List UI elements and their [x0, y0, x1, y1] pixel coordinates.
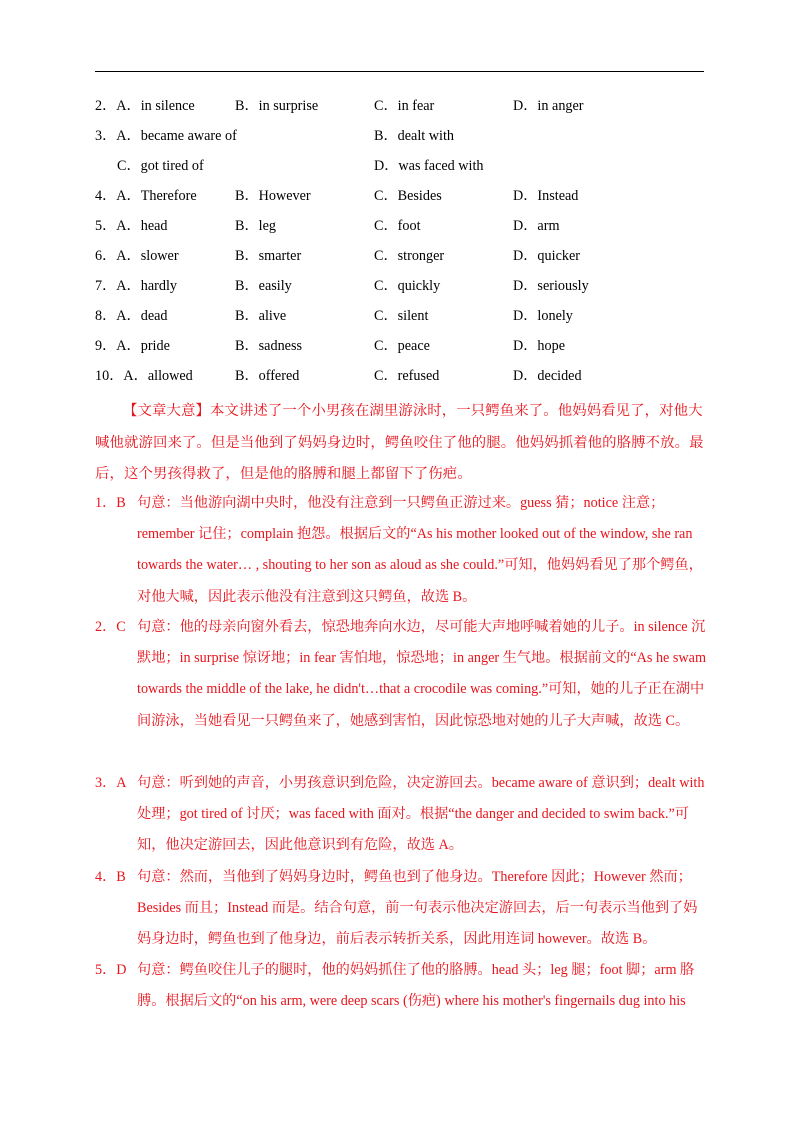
- answer-3: [95, 768, 707, 862]
- option-a: A．allowed: [123, 368, 193, 384]
- option-row-5: [95, 216, 168, 236]
- answer-explanation: 句意：他的母亲向窗外看去，惊恐地奔向水边，尽可能大声地呼喊着她的儿子。in silence 沉默地；in surprise 惊讶地；in fear 害怕地，惊恐地；in anger 生气地。根据前文的“As he swam towards the middle of the lake, he didn't…that a crocodile was coming.”可知，她的儿子正在湖中间游泳，当她看见一只鳄鱼来了，她感到害怕，因此惊恐地对她的儿子大声喊，故选 C。: [137, 619, 707, 729]
- option-row-9: [95, 336, 170, 356]
- option-c: C．got tired of: [117, 158, 204, 174]
- option-c: C．silent: [374, 308, 429, 324]
- question-number: 6．: [95, 248, 117, 264]
- header-rule: [95, 71, 704, 72]
- option-b: B．sadness: [235, 338, 302, 354]
- option-row-8: [95, 306, 168, 326]
- question-number: 3．: [95, 128, 117, 144]
- question-number: 10．: [95, 368, 124, 384]
- option-a: A．in silence: [116, 98, 195, 114]
- question-number: 9．: [95, 338, 117, 354]
- question-number: 2．: [95, 98, 117, 114]
- option-d: D．quicker: [513, 248, 580, 264]
- option-row-7: [95, 276, 177, 296]
- option-row-2: [95, 96, 195, 116]
- article-summary: 【文章大意】本文讲述了一个小男孩在湖里游泳时，一只鳄鱼来了。他妈妈看见了，对他大喊他就游回来了。但是当他到了妈妈身边时，鳄鱼咬住了他的腿。他妈妈抓着他的胳膊不放。最后，这个男孩得救了，但是他的胳膊和腿上都留下了伤疤。: [95, 403, 704, 482]
- answer-label: 2．C: [95, 619, 126, 635]
- question-number: 5．: [95, 218, 117, 234]
- answer-1: [95, 488, 707, 613]
- option-d: D．lonely: [513, 308, 573, 324]
- option-b: B．offered: [235, 368, 300, 384]
- option-b: B．alive: [235, 308, 287, 324]
- answer-explanation: 句意：当他游向湖中央时，他没有注意到一只鳄鱼正游过来。guess 猜；notice 注意；remember 记住；complain 抱怨。根据后文的“As his mother looked out of the window, she ran towards the water… , shouting to her son as aloud as she could.”可知，他妈妈看见了那个鳄鱼，对他大喊，因此表示他没有注意到这只鳄鱼，故选 B。: [137, 495, 703, 605]
- option-a: A．slower: [116, 248, 179, 264]
- option-d: D．decided: [513, 368, 582, 384]
- option-d: D．was faced with: [374, 158, 484, 174]
- option-b: B．in surprise: [235, 98, 319, 114]
- question-number: 4．: [95, 188, 117, 204]
- option-row-10: [95, 366, 193, 386]
- option-d: D．Instead: [513, 188, 579, 204]
- answer-label: 4．B: [95, 869, 126, 885]
- option-d: D．in anger: [513, 98, 584, 114]
- option-b: B．smarter: [235, 248, 302, 264]
- option-d: D．hope: [513, 338, 566, 354]
- answer-label: 1．B: [95, 495, 126, 511]
- answer-explanation: 句意：听到她的声音，小男孩意识到危险，决定游回去。became aware of 意识到；dealt with 处理；got tired of 讨厌；was faced with 面对。根据“the danger and decided to swim back.”可知，他决定游回去，因此他意识到有危险，故选 A。: [137, 775, 705, 854]
- answer-explanation: 句意：然而，当他到了妈妈身边时，鳄鱼也到了他身边。Therefore 因此；However 然而；Besides 而且；Instead 而是。结合句意，前一句表示他决定游回去，后一句表示当他到了妈妈身边时，鳄鱼也到了他身边，前后表示转折关系，因此用连词 however。故选 B。: [137, 869, 698, 948]
- option-b: B．However: [235, 188, 311, 204]
- option-a: A．became aware of: [116, 128, 237, 144]
- option-b: B．dealt with: [374, 128, 454, 144]
- option-row-3: [95, 126, 237, 146]
- answer-4: [95, 862, 707, 956]
- answer-5: [95, 955, 707, 1017]
- answer-label: 3．A: [95, 775, 127, 791]
- answer-explanation: 句意：鳄鱼咬住儿子的腿时，他的妈妈抓住了他的胳膊。head 头；leg 腿；foot 脚；arm 胳膊。根据后文的“on his arm, were deep scars (伤疤) where his mother's fingernails dug into his: [137, 962, 695, 1010]
- option-c: C．in fear: [374, 98, 435, 114]
- option-d: D．arm: [513, 218, 560, 234]
- option-a: A．hardly: [116, 278, 177, 294]
- option-row-4: [95, 186, 197, 206]
- option-c: C．peace: [374, 338, 430, 354]
- option-row-6: [95, 246, 179, 266]
- answer-2: [95, 612, 707, 737]
- question-number: 7．: [95, 278, 117, 294]
- option-a: A．head: [116, 218, 168, 234]
- option-c: C．Besides: [374, 188, 442, 204]
- question-number: 8．: [95, 308, 117, 324]
- answer-label: 5．D: [95, 962, 127, 978]
- option-d: D．seriously: [513, 278, 589, 294]
- option-b: B．leg: [235, 218, 276, 234]
- option-c: C．quickly: [374, 278, 441, 294]
- option-c: C．refused: [374, 368, 440, 384]
- option-a: A．Therefore: [116, 188, 197, 204]
- option-b: B．easily: [235, 278, 292, 294]
- option-a: A．pride: [116, 338, 170, 354]
- option-c: C．stronger: [374, 248, 445, 264]
- option-a: A．dead: [116, 308, 168, 324]
- option-c: C．foot: [374, 218, 421, 234]
